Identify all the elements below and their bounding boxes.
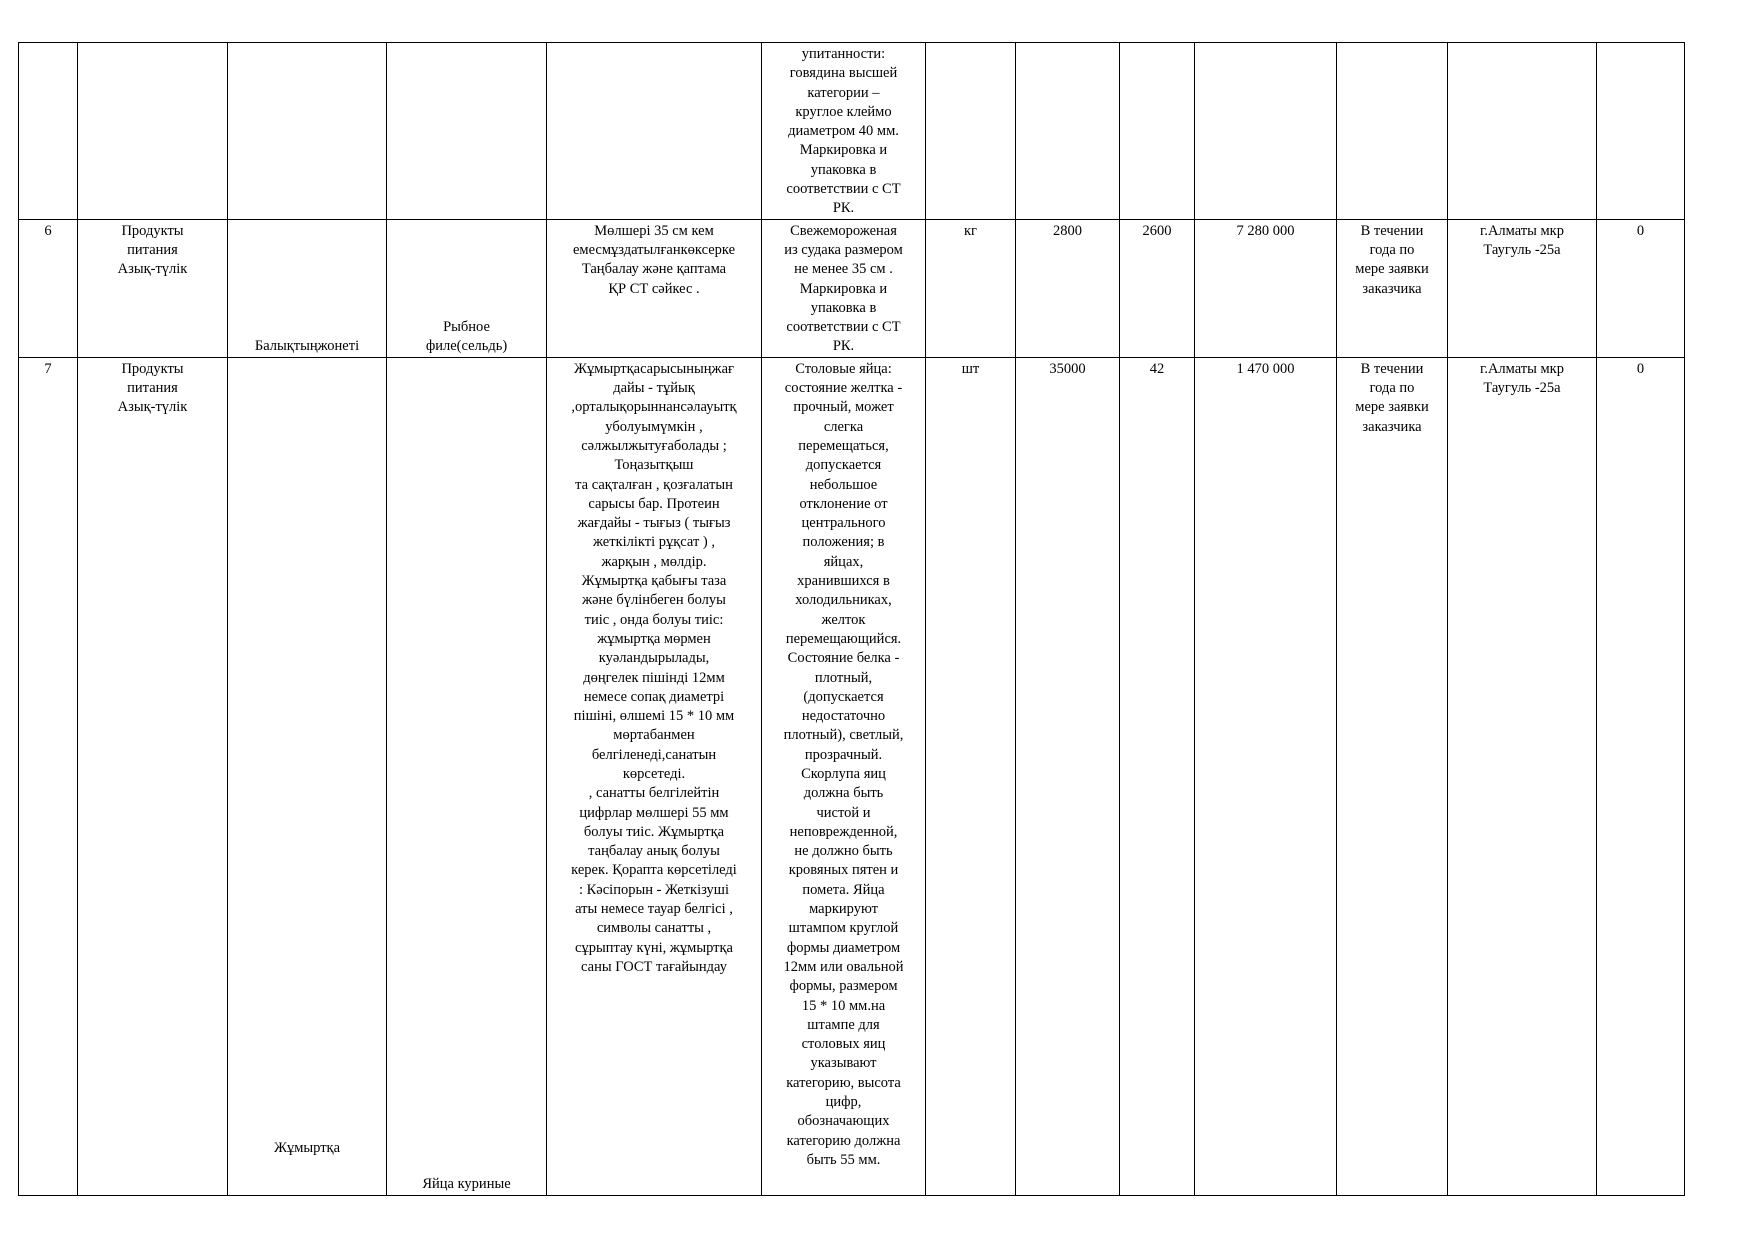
cell-spec-ru: Столовые яйца: состояние желтка - прочный, может слегка перемещаться, допускается небольшое отклонение от центрального положения; в яйцах, хранившихся в холодильниках, желток перемещающийся. Состояние белка - плотный, (допускается недостаточно плотный), светлый, прозрачный. Скорлупа яиц должна быть чистой и неповрежденной, не должно быть кровяных пятен и помета. Яйца маркируют штампом круглой формы диаметром 12мм или овальной формы, размером 15 * 10 мм.на штампе для столовых яиц указывают категорию, высота цифр, обозначающих категорию должна быть 55 мм. <box>762 357 926 1195</box>
cell-advance: 0 <box>1597 219 1685 357</box>
cell-spec-kk <box>547 43 762 220</box>
table-row <box>19 43 1685 220</box>
table-row <box>19 357 1685 1195</box>
cell-price: 2600 <box>1120 219 1195 357</box>
cell-place: г.Алматы мкр Таугуль -25а <box>1448 357 1597 1195</box>
cell-advance <box>1597 43 1685 220</box>
procurement-table <box>18 42 1685 1196</box>
cell-price <box>1120 43 1195 220</box>
cell-no: 7 <box>19 357 78 1195</box>
cell-place: г.Алматы мкр Таугуль -25а <box>1448 219 1597 357</box>
cell-spec-kk: Мөлшері 35 см кем емесмұздатылғанкөксерке Таңбалау және қаптама ҚР СТ сәйкес . <box>547 219 762 357</box>
cell-name-ru: Яйца куриные <box>387 357 547 1195</box>
cell-term: В течении года по мере заявки заказчика <box>1337 219 1448 357</box>
cell-spec-kk: Жұмыртқасарысыныңжағ дайы - тұйық ,орталықорыннансәлауытқ уболуымүмкін , сәлжылжытуғаболады ; Тоңазытқыш та сақталған , қозғалатын сарысы бар. Протеин жағдайы - тығыз ( тығыз жеткілікті рұқсат ) , жарқын , мөлдір. Жұмыртқа қабығы таза және бүлінбеген болуы тиіс , онда болуы тиіс: жұмыртқа мөрмен куәландырылады, дөңгелек пішінді 12мм немесе сопақ диаметрі пішіні, өлшемі 15 * 10 мм мөртабанмен белгіленеді,санатын көрсетеді. , санатты белгілейтін цифрлар мөлшері 55 мм болуы тиіс. Жұмыртқа таңбалау анық болуы керек. Қорапта көрсетіледі : Кәсіпорын - Жеткізуші аты немесе тауар белгісі , символы санатты , сұрыптау күні, жұмыртқа саны ГОСТ тағайындау <box>547 357 762 1195</box>
cell-spec-ru: Свежемороженая из судака размером не менее 35 см . Маркировка и упаковка в соответствии с СТ РК. <box>762 219 926 357</box>
cell-qty: 2800 <box>1016 219 1120 357</box>
cell-group: Продукты питания Азық-түлік <box>78 357 228 1195</box>
cell-sum: 7 280 000 <box>1195 219 1337 357</box>
cell-unit <box>926 43 1016 220</box>
cell-unit: кг <box>926 219 1016 357</box>
cell-qty: 35000 <box>1016 357 1120 1195</box>
cell-name-ru: Рыбное филе(сельдь) <box>387 219 547 357</box>
cell-unit: шт <box>926 357 1016 1195</box>
cell-price: 42 <box>1120 357 1195 1195</box>
cell-term: В течении года по мере заявки заказчика <box>1337 357 1448 1195</box>
cell-place <box>1448 43 1597 220</box>
cell-name-ru <box>387 43 547 220</box>
table-row <box>19 219 1685 357</box>
cell-name-kk <box>228 43 387 220</box>
cell-no <box>19 43 78 220</box>
cell-sum <box>1195 43 1337 220</box>
cell-no: 6 <box>19 219 78 357</box>
cell-sum: 1 470 000 <box>1195 357 1337 1195</box>
cell-term <box>1337 43 1448 220</box>
cell-group: Продукты питания Азық-түлік <box>78 219 228 357</box>
cell-qty <box>1016 43 1120 220</box>
cell-advance: 0 <box>1597 357 1685 1195</box>
cell-name-kk: Балықтыңжонеті <box>228 219 387 357</box>
cell-spec-ru: упитанности: говядина высшей категории – круглое клеймо диаметром 40 мм. Маркировка и упаковка в соответствии с СТ РК. <box>762 43 926 220</box>
cell-group <box>78 43 228 220</box>
cell-name-kk: Жұмыртқа <box>228 357 387 1195</box>
